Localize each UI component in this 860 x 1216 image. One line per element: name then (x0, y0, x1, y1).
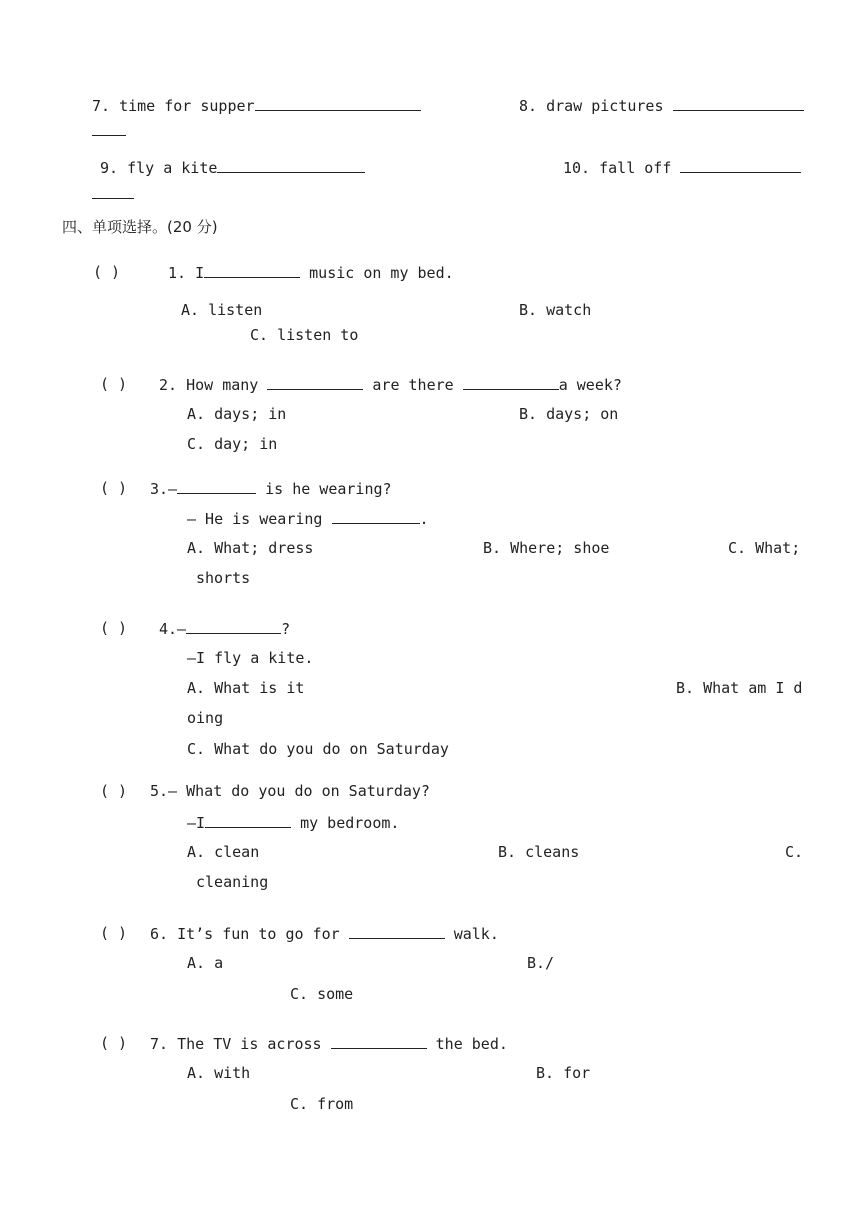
question-text: is he wearing? (265, 480, 392, 498)
answer-blank[interactable] (92, 120, 126, 136)
question-7 (150, 1033, 508, 1054)
question-3 (150, 478, 392, 499)
answer-blank[interactable] (349, 923, 445, 939)
part3-q7 (92, 95, 421, 116)
option-c[interactable]: C. some (290, 985, 354, 1003)
question-6 (150, 923, 499, 944)
question-2 (159, 374, 622, 395)
option-b[interactable]: B./ (527, 954, 555, 972)
answer-blank[interactable] (331, 1033, 427, 1049)
option-a[interactable]: A. clean (187, 843, 260, 861)
option-c[interactable]: C. from (290, 1095, 354, 1113)
option-c[interactable]: C. What; (728, 539, 801, 557)
answer-blank[interactable] (186, 618, 281, 634)
question-text: the bed. (435, 1035, 508, 1053)
part3-q10 (563, 157, 801, 178)
section-heading: 四、单项选择。(20 分) (62, 218, 218, 236)
part3-q10-blank-cont (92, 183, 134, 204)
part3-q7-label: 7. time for supper (92, 97, 255, 115)
answer-blank[interactable] (267, 374, 363, 390)
option-c-cont[interactable]: cleaning (196, 873, 269, 891)
question-1 (168, 262, 454, 283)
question-text: . (419, 510, 429, 528)
answer-paren[interactable]: ( ) (100, 924, 128, 942)
option-c[interactable]: C. (785, 843, 804, 861)
option-b[interactable]: B. Where; shoe (483, 539, 610, 557)
option-b[interactable]: B. for (536, 1064, 591, 1082)
part3-q10-label: 10. fall off (563, 159, 672, 177)
option-a[interactable]: A. a (187, 954, 224, 972)
question-4-answer: —I fly a kite. (187, 649, 314, 667)
question-3-answer (187, 508, 429, 529)
option-c-cont[interactable]: shorts (196, 569, 251, 587)
question-text: 1. I (168, 264, 205, 282)
question-text: 4.— (159, 620, 187, 638)
option-a[interactable]: A. What; dress (187, 539, 314, 557)
question-text: 2. How many (159, 376, 259, 394)
answer-paren[interactable]: ( ) (100, 619, 128, 637)
question-text: walk. (453, 925, 499, 943)
answer-blank[interactable] (205, 812, 291, 828)
answer-blank[interactable] (680, 157, 801, 173)
answer-paren[interactable]: ( ) (100, 375, 128, 393)
option-b[interactable]: B. cleans (498, 843, 580, 861)
question-text: 3.— (150, 480, 178, 498)
question-text: music on my bed. (309, 264, 454, 282)
option-a[interactable]: A. What is it (187, 679, 305, 697)
question-text: 7. The TV is across (150, 1035, 322, 1053)
option-c[interactable]: C. day; in (187, 435, 278, 453)
option-b[interactable]: B. watch (519, 301, 592, 319)
answer-blank[interactable] (92, 183, 134, 199)
answer-blank[interactable] (255, 95, 421, 111)
answer-blank[interactable] (332, 508, 420, 524)
answer-paren[interactable]: ( ) (93, 263, 121, 281)
option-b[interactable]: B. What am I d (676, 679, 803, 697)
question-text: —I (187, 814, 206, 832)
option-a[interactable]: A. days; in (187, 405, 287, 423)
option-b-cont[interactable]: oing (187, 709, 224, 727)
option-c[interactable]: C. What do you do on Saturday (187, 740, 449, 758)
answer-blank[interactable] (204, 262, 300, 278)
question-text: — He is wearing (187, 510, 323, 528)
question-5: 5.— What do you do on Saturday? (150, 782, 430, 800)
question-text: my bedroom. (300, 814, 400, 832)
part3-q8-blank-cont (92, 120, 126, 141)
part3-q9 (100, 157, 365, 178)
answer-blank[interactable] (463, 374, 559, 390)
answer-blank[interactable] (217, 157, 365, 173)
question-text: are there (372, 376, 454, 394)
question-text: a week? (558, 376, 622, 394)
option-a[interactable]: A. listen (181, 301, 263, 319)
question-text: 6. It’s fun to go for (150, 925, 340, 943)
answer-paren[interactable]: ( ) (100, 1034, 128, 1052)
option-a[interactable]: A. with (187, 1064, 251, 1082)
question-4 (159, 618, 290, 639)
question-text: ? (281, 620, 291, 638)
answer-paren[interactable]: ( ) (100, 782, 128, 800)
option-c[interactable]: C. listen to (250, 326, 359, 344)
question-5-answer (187, 812, 399, 833)
answer-blank[interactable] (177, 478, 256, 494)
part3-q8-label: 8. draw pictures (519, 97, 664, 115)
part3-q9-label: 9. fly a kite (100, 159, 218, 177)
answer-paren[interactable]: ( ) (100, 479, 128, 497)
part3-q8 (519, 95, 804, 116)
option-b[interactable]: B. days; on (519, 405, 619, 423)
answer-blank[interactable] (673, 95, 804, 111)
